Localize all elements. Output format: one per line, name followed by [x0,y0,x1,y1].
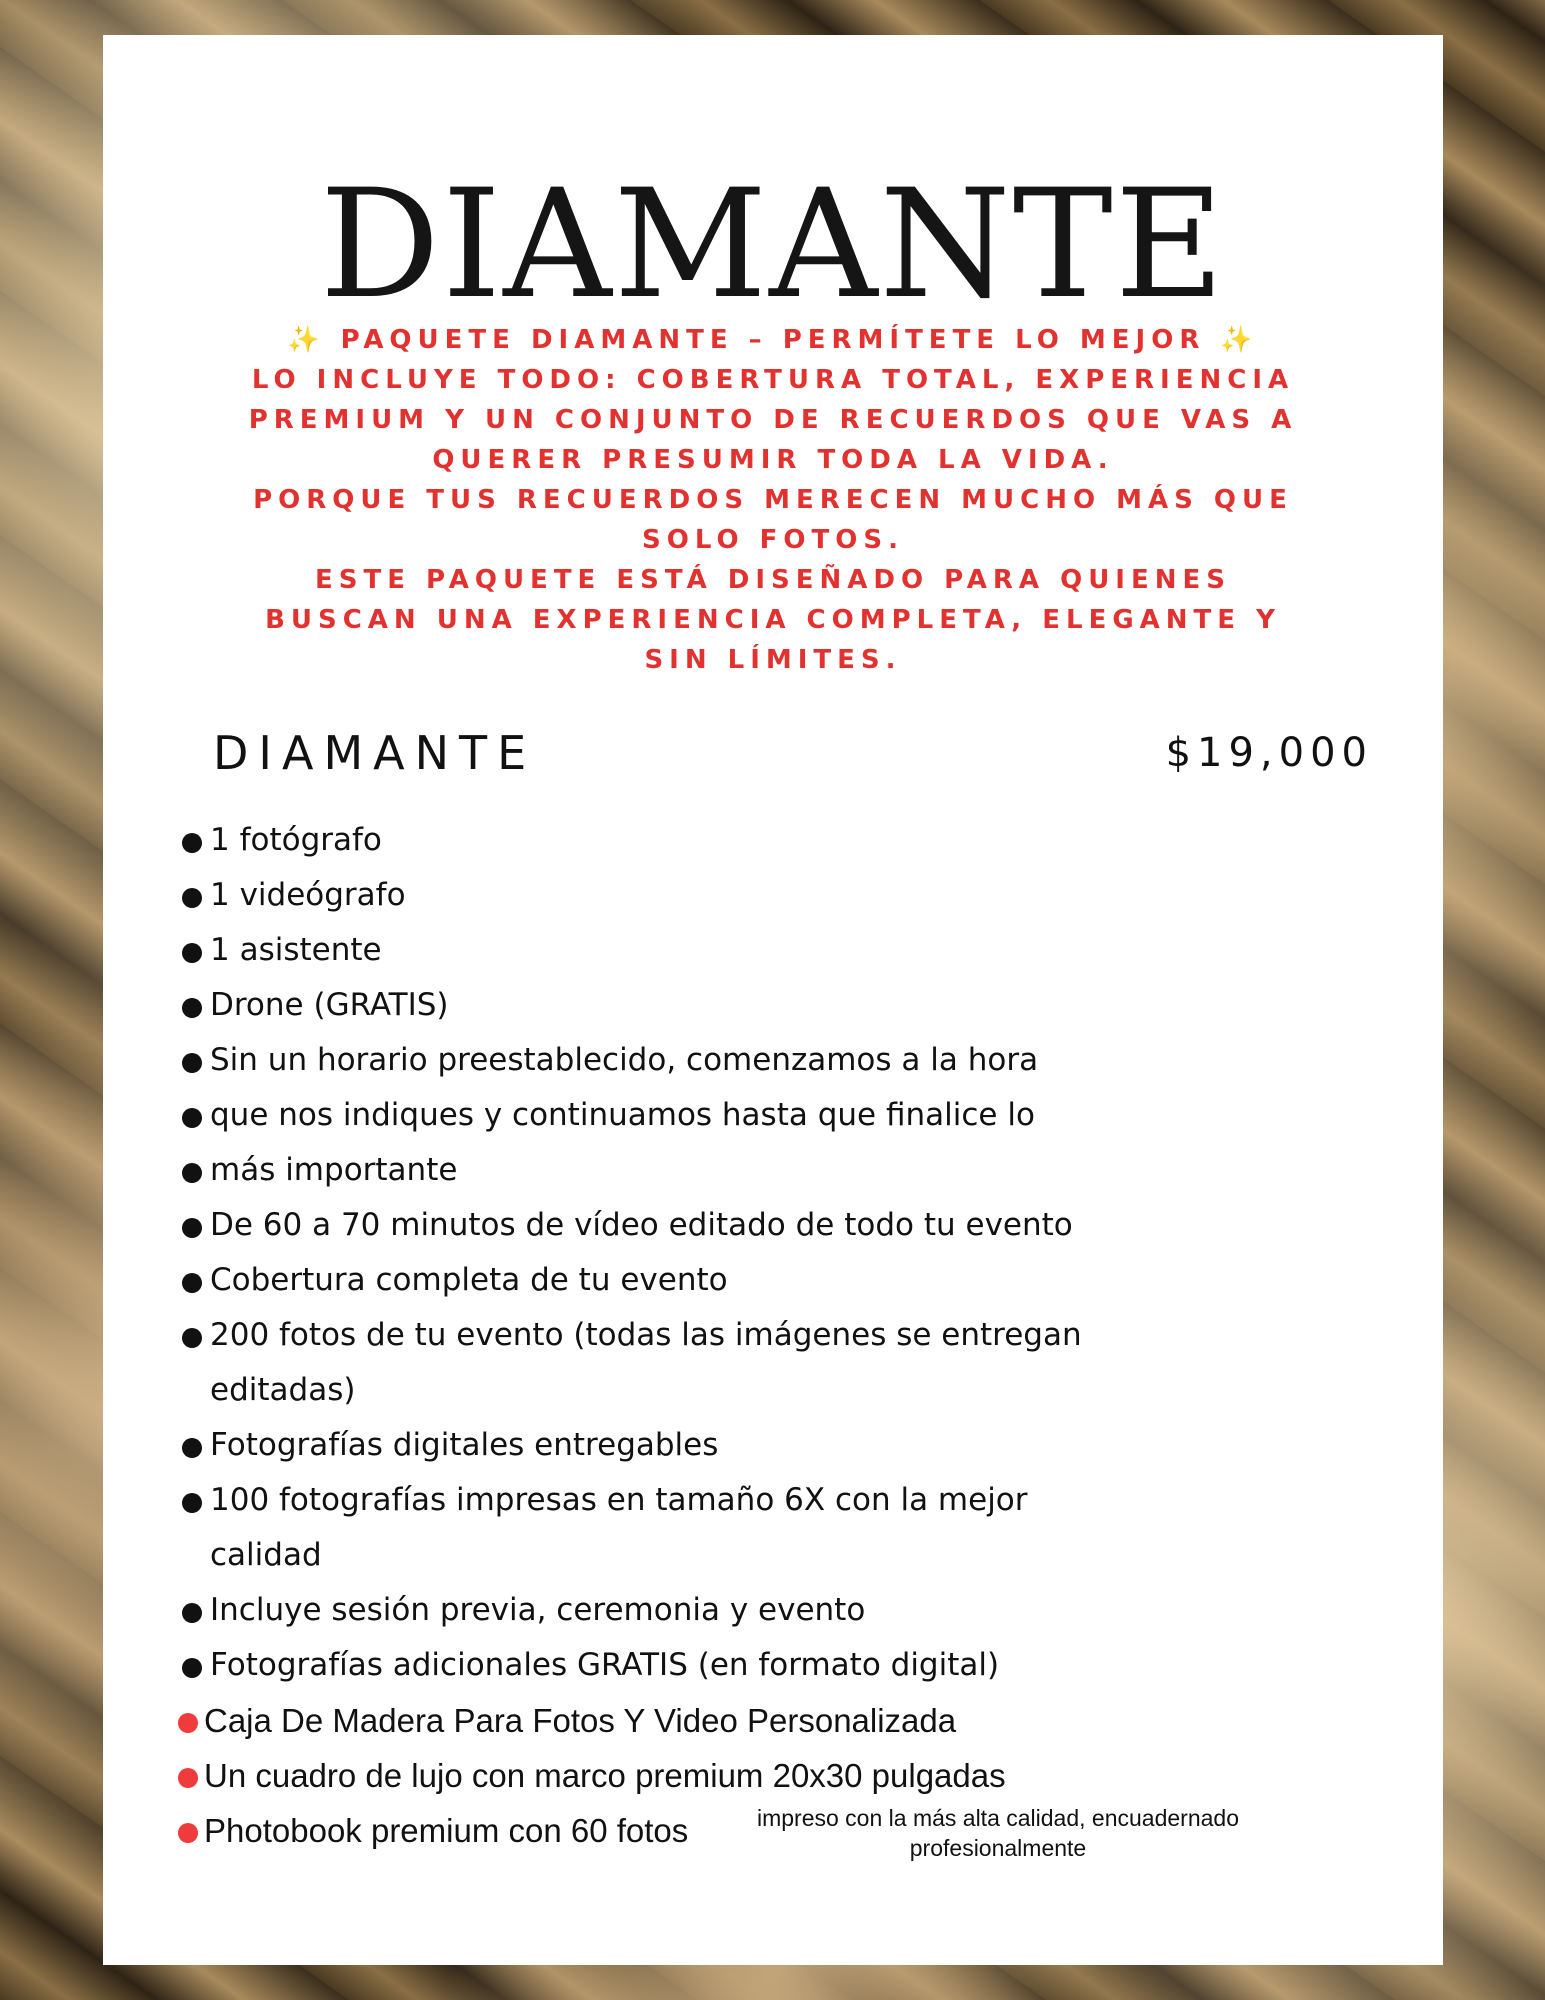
package-name: DIAMANTE [213,726,537,780]
bullet-icon [182,1658,202,1678]
feature-item-continuation: calidad [210,1537,322,1573]
bullet-icon [182,998,202,1018]
red-bullet-icon [178,1713,198,1733]
bullet-icon [182,1603,202,1623]
bullet-icon [182,1438,202,1458]
feature-item: Cobertura completa de tu evento [178,1253,1378,1308]
promo-line: ESTE PAQUETE ESTÁ DISEÑADO PARA QUIENES [315,565,1231,595]
feature-item: que nos indiques y continuamos hasta que finalice lo [178,1088,1378,1143]
feature-item: Sin un horario preestablecido, comenzamos a la hora [178,1033,1378,1088]
bullet-icon [182,943,202,963]
bullet-icon [182,888,202,908]
promo-line: SOLO FOTOS. [642,525,904,555]
bullet-icon [182,833,202,853]
feature-item: más importante [178,1143,1378,1198]
bullet-icon [182,1328,202,1348]
page-title: DIAMANTE [319,158,1227,332]
feature-item: Drone (GRATIS) [178,978,1378,1033]
feature-item: 1 fotógrafo [178,813,1378,868]
promo-line: ✨ PAQUETE DIAMANTE – PERMÍTETE LO MEJOR ✨ [287,325,1259,355]
promo-line: BUSCAN UNA EXPERIENCIA COMPLETA, ELEGANTE Y [265,605,1281,635]
photobook-note: impreso con la más alta calidad, encuadernado profesionalmente [756,1805,1239,1861]
feature-item: 1 videógrafo [178,868,1378,923]
extra-item: Caja De Madera Para Fotos Y Video Personalizada [178,1693,1378,1748]
extra-item: Un cuadro de lujo con marco premium 20x30 pulgadas [178,1748,1378,1803]
bullet-icon [182,1493,202,1513]
bullet-icon [182,1053,202,1073]
price-card [103,35,1443,1965]
extra-item: Photobook premium con 60 fotos impreso con la más alta calidad, encuadernado profesionalmente [178,1803,1378,1858]
promo-line: SIN LÍMITES. [644,645,902,675]
package-price: $19,000 [1165,730,1373,776]
feature-item: Incluye sesión previa, ceremonia y evento [178,1583,1378,1638]
promo-line: QUERER PRESUMIR TODA LA VIDA. [432,445,1114,475]
promo-text [173,320,1373,680]
promo-line: PREMIUM Y UN CONJUNTO DE RECUERDOS QUE VAS A [248,405,1298,435]
red-bullet-icon [178,1768,198,1788]
feature-item: 200 fotos de tu evento (todas las imágenes se entregan [178,1308,1378,1363]
feature-item: Fotografías adicionales GRATIS (en formato digital) [178,1638,1378,1693]
promo-line: LO INCLUYE TODO: COBERTURA TOTAL, EXPERIENCIA [251,365,1295,395]
red-bullet-icon [178,1823,198,1843]
promo-line: PORQUE TUS RECUERDOS MERECEN MUCHO MÁS QUE [253,485,1293,515]
feature-item: De 60 a 70 minutos de vídeo editado de todo tu evento [178,1198,1378,1253]
bullet-icon [182,1218,202,1238]
feature-item: 100 fotografías impresas en tamaño 6X con la mejor [178,1473,1378,1528]
feature-item: 1 asistente [178,923,1378,978]
bullet-icon [182,1163,202,1183]
feature-item-continuation: editadas) [210,1372,356,1408]
feature-item: Fotografías digitales entregables [178,1418,1378,1473]
bullet-icon [182,1108,202,1128]
feature-list [178,813,1378,1861]
bullet-icon [182,1273,202,1293]
